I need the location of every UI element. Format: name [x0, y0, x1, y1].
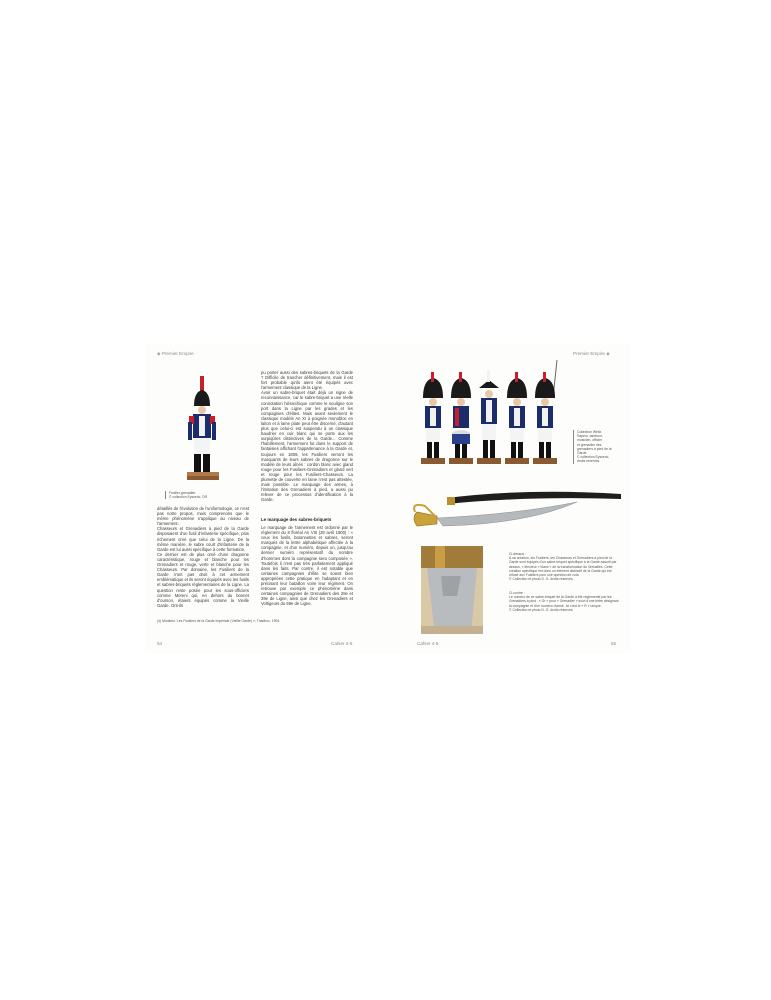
left-footer-center: Cahier 4-6 — [331, 641, 353, 646]
right-page-number: 65 — [611, 641, 617, 646]
sabre-marking-detail-figure — [421, 546, 483, 634]
left-page-number: 64 — [157, 641, 163, 646]
sabre-briquet-figure — [407, 488, 627, 540]
left-arrow-icon: ◆ — [157, 351, 161, 356]
left-running-header: ◆ Premier Empire — [157, 351, 194, 356]
right-running-header: Premier Empire ◆ — [573, 351, 610, 356]
right-arrow-icon: ◆ — [606, 351, 610, 356]
right-figure-caption: Collection Weltz. Sapeur, tambour, musicien, officier et grenadier des grenadiers à pied de la Garde. © collection Eysseric, droits réservés. — [573, 430, 627, 464]
right-caption-bottom: Ci-contre : Le numéro de ce sabre-briquet de la Garde a été réglementé par les Grenadiers à pied : « Gr » pour « Grenadier » suivi d'une lettre désignant la compagnie et d'un numéro d'arme. Ici c'est le « R » unique. © Collection et photo D. G. droits réservés. — [509, 591, 619, 612]
fusilier-grenadier-figure — [173, 374, 233, 486]
left-col2-text: pu porter aussi des sabres-briquets de la Garde ? Difficile de trancher définitivement, mais il est fort probable qu'ils aient été équipés avec l'armement classique de la Ligne. Avoir un sabre-briquet était déjà un signe de reconnaissance, car le sabre-briquet a une réelle connotation hiérarchique comme le souligne son port dans la Ligne par les grades et les compagnies d'élites. Mais avant seulement le classique modèle An XI à poignée monobloc en laiton et à lame plate peut être discerné, d'autant plus que celui-ci est suspendu à un classique baudrier en cuir blanc qui se porte aux les surpiqûres distinctives de la Garde... Comme l'habillement, l'armement fut dans le support de fantaisies affichant l'appartenance à la Garde et, toujours en 1809, les Fusiliers verront les marquants de leurs sabres de dragonne sur le modèle de leurs aînés : cordon blanc avec gland rouge pour les Fusiliers-Grenadiers et gland vert et rouge pour les Fusiliers-Chasseurs. La plumette de couverte en laine n'est pas attestée, mais possible. Le marquage des armes, à l'imitation des Grenadiers à pied, a aussi pu relever de ce processus d'identification à la Garde. — [261, 370, 353, 503]
left-col2-text-b: Le marquage de l'armement est ordonné par le règlement du 8 floréal An VIII (28 avril 1800) : « ceux les fusils, baïonnettes et sabres, seront marqués de la lettre alphabétique affectée à la compagnie, et d'un numéro, depuis un, jusqu'au dernier numéro représentatif du nombre d'hommes dont la compagnie sera composée ». Toutefois il n'est pas très parfaitement appliqué dans les faits. Par contre, il est notable que certaines compagnies d'élite se soient bien appropriées cette pratique en l'adaptant et en précisant leur bataillon voire leur régiment. On retrouve par exemple ce phénomène dans certaines compagnies de Grenadiers des 28e et 39e de Ligne, ainsi que chez les Grenadiers et Voltigeurs du 59e de Ligne. — [261, 525, 353, 607]
left-footnote: (4) Moniteur 'Les Fusiliers de la Garde Impériale (Vieille Garde) », Thadhoc, 1994. — [157, 619, 281, 623]
left-figure-caption: Fusilier-grenadier. © collection Eysseric, DR — [165, 491, 239, 499]
guard-soldiers-figure — [417, 358, 567, 472]
right-caption-top: Ci-dessus : À sa création, les Fusiliers, les Chasseurs et Grenadiers à pied de la Garde sont équipés d'un sabre-briquet spécifique à la Garde assorti par dessus, « tirecteur » blanc « de la transformation du Versailles. Cette création spécifique est donc un élément distinctif de la Garde qui est refusé aux Fusiliers pour une question de coût. © Collection et photo D. G. droits réservés. — [509, 552, 617, 582]
right-footer-center: Cahier 4-6 — [417, 641, 439, 646]
book-spread — [145, 344, 631, 654]
section-title: Le marquage des sabres-briquets — [261, 517, 332, 522]
left-col1-text: détaillés de l'évolution de l'uniformologie, ce n'est pas notre propos, mais comprenons que le même phénomène s'applique au niveau de l'armement. Chasseurs et Grenadiers à pied de la Garde disposaient d'un fusil d'infanterie spécifique, plus richement orné que celui de la Ligne. De la même manière, le sabre court d'infanterie de la Garde est lui aussi spécifique à cette formation. Ce dernier est de plus orné d'une dragonne caractéristique, rouge et blanche pour les Grenadiers et rouge, verte et blanche pour les Chasseurs. Par domaine, les Fusiliers de la Garde n'ont pas droit à cet armement emblématique et ils seront équipés avec les fusils et sabres-briquets réglementaires de la Ligne. La question reste posée pour les sous-officiers comme Moreni qui, en dehors du bonnet d'ourson, étaient équipés comme la Vieille Garde. Ont-ils — [157, 506, 249, 608]
